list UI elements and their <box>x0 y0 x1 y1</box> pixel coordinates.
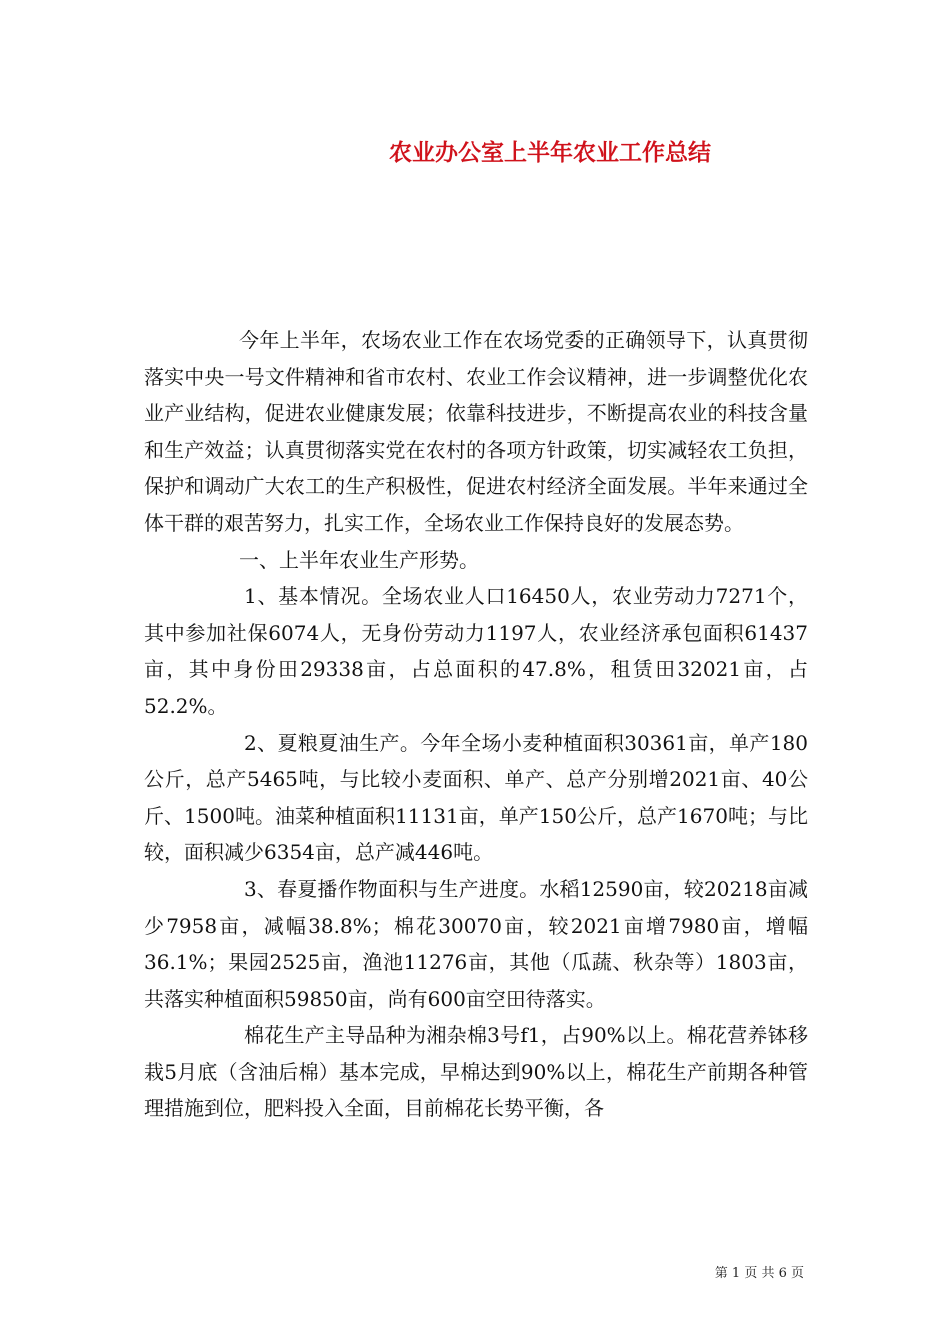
document-body <box>144 322 808 1127</box>
intro-paragraph: 今年上半年，农场农业工作在农场党委的正确领导下，认真贯彻落实中央一号文件精神和省市农村、农业工作会议精神，进一步调整优化农业产业结构，促进农业健康发展；依靠科技进步，不断提高农业的科技含量和生产效益；认真贯彻落实党在农村的各项方针政策，切实减轻农工负担，保护和调动广大农工的生产积极性，促进农村经济全面发展。半年来通过全体干群的艰苦努力，扎实工作，全场农业工作保持良好的发展态势。 <box>144 328 808 535</box>
cotton-paragraph: 棉花生产主导品种为湘杂棉3号f1，占90%以上。棉花营养钵移栽5月底（含油后棉）基本完成，早棉达到90%以上，棉花生产前期各种管理措施到位，肥料投入全面，目前棉花长势平衡，各 <box>144 1023 808 1121</box>
basic-situation-paragraph: 1、基本情况。全场农业人口16450人，农业劳动力7271个，其中参加社保6074人，无身份劳动力1197人，农业经济承包面积61437亩，其中身份田29338亩，占总面积的47.8%，租赁田32021亩，占52.2%。 <box>144 584 808 718</box>
spring-planting-paragraph: 3、春夏播作物面积与生产进度。水稻12590亩，较20218亩减少7958亩，减幅38.8%；棉花30070亩，较2021亩增7980亩，增幅36.1%；果园2525亩，渔池11276亩，其他（瓜蔬、秋杂等）1803亩，共落实种植面积59850亩，尚有600亩空田待落实。 <box>144 876 808 1011</box>
summer-grain-paragraph: 2、夏粮夏油生产。今年全场小麦种植面积30361亩，单产180公斤，总产5465吨，与比较小麦面积、单产、总产分别增2021亩、40公斤、1500吨。油菜种植面积11131亩，单产150公斤，总产1670吨；与比较，面积减少6354亩，总产减446吨。 <box>144 730 808 865</box>
page-number: 第 1 页 共 6 页 <box>714 1266 804 1281</box>
document-title: 农业办公室上半年农业工作总结 <box>389 139 711 166</box>
section-heading: 一、上半年农业生产形势。 <box>239 547 479 572</box>
